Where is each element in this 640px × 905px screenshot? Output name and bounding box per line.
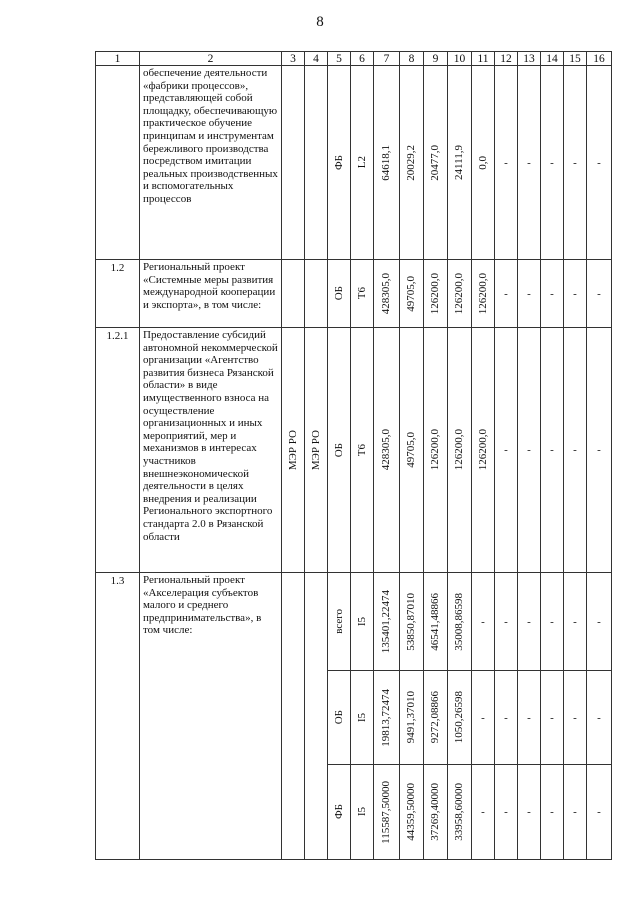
value-year: 126200,0 <box>476 272 489 315</box>
value-year: 33958,60000 <box>453 783 465 841</box>
header-cell: 16 <box>587 52 612 66</box>
dash-cell: - <box>527 287 531 300</box>
value-year: 44359,50000 <box>405 783 417 841</box>
budget-code: I5 <box>355 616 368 627</box>
dash-cell: - <box>504 156 508 169</box>
dash-cell: - <box>573 156 577 169</box>
table-row <box>96 328 612 573</box>
row-number: 1.2 <box>96 260 140 328</box>
value-year: 126200,0 <box>429 272 441 315</box>
value-total: 64618,1 <box>380 144 392 181</box>
budget-code: Т6 <box>355 443 368 457</box>
dash-cell: - <box>573 615 577 628</box>
dash-cell: - <box>527 711 531 724</box>
header-cell: 3 <box>282 52 305 66</box>
budget-code: Т6 <box>355 287 368 300</box>
funding-source: ОБ <box>332 442 345 458</box>
dash-cell: - <box>550 615 554 628</box>
header-cell: 10 <box>448 52 472 66</box>
value-year: 35008,86598 <box>453 592 465 651</box>
value-year: 1050,26598 <box>453 691 465 744</box>
dash-cell: - <box>550 444 554 456</box>
row-description: Региональный проект «Системные меры развития международной кооперации и экспорта», в том числе: <box>140 260 282 328</box>
header-cell: 1 <box>96 52 140 66</box>
value-year: 24111,9 <box>453 145 465 180</box>
value-year: 126200,0 <box>453 272 465 315</box>
value-year: 46541,48866 <box>429 592 441 651</box>
dash-cell: - <box>597 287 601 300</box>
header-cell: 13 <box>518 52 541 66</box>
funding-source: ФБ <box>332 804 345 820</box>
dash-cell: - <box>573 711 577 724</box>
dash-cell: - <box>504 615 508 628</box>
dash-cell: - <box>597 806 601 818</box>
dash-cell: - <box>597 156 601 169</box>
header-cell: 8 <box>400 52 424 66</box>
value-year: 20477,0 <box>429 144 441 181</box>
funding-source: ОБ <box>332 286 345 301</box>
page-number: 8 <box>316 14 324 30</box>
header-cell: 2 <box>140 52 282 66</box>
table-row <box>96 573 612 671</box>
dash-cell: - <box>481 711 485 724</box>
value-year: 126200,0 <box>453 429 465 471</box>
budget-code: L2 <box>355 156 368 169</box>
header-cell: 11 <box>472 52 495 66</box>
header-cell: 12 <box>495 52 518 66</box>
header-row <box>96 52 612 66</box>
value-total: 135401,22474 <box>380 589 392 654</box>
dash-cell: - <box>550 806 554 818</box>
participant-cell <box>305 66 328 260</box>
funding-source: ОБ <box>332 710 345 725</box>
budget-code: I5 <box>355 807 368 817</box>
dash-cell: - <box>573 806 577 818</box>
responsible-executor: МЭР РО <box>286 429 299 471</box>
value-year: 37269,40000 <box>429 783 441 841</box>
dash-cell: - <box>504 806 508 818</box>
value-total: 115587,50000 <box>380 780 392 844</box>
dash-cell: - <box>527 156 531 169</box>
header-cell: 14 <box>541 52 564 66</box>
row-number <box>96 66 140 260</box>
dash-cell: - <box>504 287 508 300</box>
value-year: 9272,08866 <box>429 691 441 744</box>
responsible-cell <box>282 260 305 328</box>
row-description: Предоставление субсидий автономной некоммерческой организации «Агентство развития бизнеса Рязанской области» в виде имущественного взноса на осуществление организационных и иных мероприятий, мер и механизмов в интересах участников внешнеэкономической деятельности в целях внедрения и реализации Регионального экспортного стандарта 2.0 в Рязанской области <box>140 328 282 573</box>
value-year: 49705,0 <box>405 432 417 468</box>
dash-cell: - <box>550 287 554 300</box>
row-description: Региональный проект «Акселерация субъектов малого и среднего предпринимательства», в том числе: <box>140 573 282 860</box>
header-cell: 4 <box>305 52 328 66</box>
dash-cell: - <box>481 806 485 818</box>
participant-cell <box>305 573 328 860</box>
value-year: 49705,0 <box>405 275 417 312</box>
value-total: 19813,72474 <box>380 688 392 747</box>
participant: МЭР РО <box>309 429 322 471</box>
value-year: 53850,87010 <box>405 592 417 651</box>
value-year: 9491,37010 <box>405 691 417 744</box>
dash-cell: - <box>550 711 554 724</box>
dash-cell: - <box>573 444 577 456</box>
funding-source: ФБ <box>332 154 345 170</box>
dash-cell: - <box>597 444 601 456</box>
row-number: 1.3 <box>96 573 140 860</box>
header-cell: 15 <box>564 52 587 66</box>
value-year: 126200,0 <box>476 429 489 471</box>
responsible-cell <box>282 573 305 860</box>
row-number: 1.2.1 <box>96 328 140 573</box>
dash-cell: - <box>597 615 601 628</box>
value-year: 126200,0 <box>429 429 441 471</box>
dash-cell: - <box>550 156 554 169</box>
budget-code: I5 <box>355 712 368 723</box>
dash-cell: - <box>527 444 531 456</box>
dash-cell: - <box>527 615 531 628</box>
budget-table <box>95 51 612 860</box>
value-total: 428305,0 <box>380 272 392 315</box>
header-cell: 6 <box>351 52 374 66</box>
dash-cell: - <box>597 711 601 724</box>
responsible-cell <box>282 66 305 260</box>
value-year: 20029,2 <box>405 144 417 181</box>
value-total: 428305,0 <box>380 429 392 471</box>
row-description: обеспечение деятельности «фабрики процессов», представляющей собой площадку, обеспечивающую практическое обучение принципам и инструментам бережливого производства посредством имитации реальных производственных и вспомогательных процессов <box>140 66 282 260</box>
participant-cell <box>305 260 328 328</box>
dash-cell: - <box>481 615 485 628</box>
value-year: 0,0 <box>476 155 489 170</box>
header-cell: 9 <box>424 52 448 66</box>
table-row <box>96 260 612 328</box>
funding-source: всего <box>332 609 345 634</box>
header-cell: 5 <box>328 52 351 66</box>
dash-cell: - <box>504 444 508 456</box>
dash-cell: - <box>504 711 508 724</box>
dash-cell: - <box>527 806 531 818</box>
header-cell: 7 <box>374 52 400 66</box>
table-row <box>96 66 612 260</box>
dash-cell: - <box>573 287 577 300</box>
